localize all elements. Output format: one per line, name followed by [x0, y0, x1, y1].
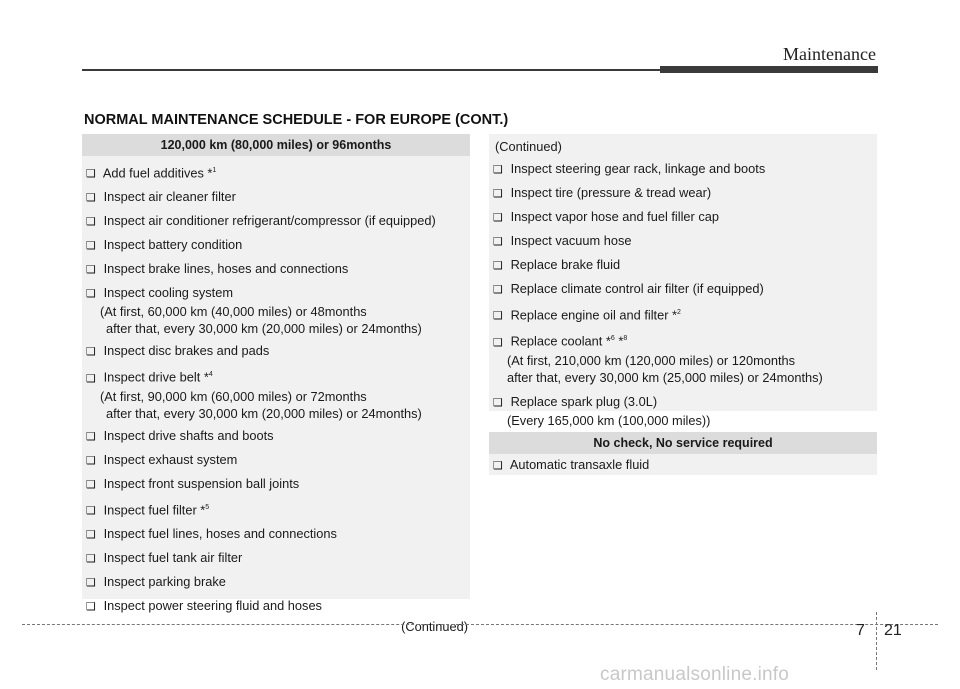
- list-item: ❑ Inspect tire (pressure & tread wear): [489, 184, 877, 203]
- header-bar: [660, 66, 878, 73]
- checkbox-icon: ❑: [86, 168, 96, 181]
- panel-heading: No check, No service required: [489, 432, 877, 454]
- checkbox-icon: ❑: [86, 372, 96, 385]
- schedule-panel-continued: [489, 134, 877, 428]
- checkbox-icon: ❑: [493, 164, 503, 176]
- item-note: (At first, 210,000 km (120,000 miles) or 120months: [507, 352, 796, 368]
- footer-divider: [876, 612, 877, 670]
- list-item: ❑ Inspect battery condition: [82, 236, 470, 255]
- list-item: ❑ Inspect front suspension ball joints: [82, 475, 470, 494]
- continued-note: (Continued): [401, 618, 468, 634]
- checkbox-icon: ❑: [86, 504, 96, 517]
- item-note: (At first, 60,000 km (40,000 miles) or 48months: [100, 304, 367, 320]
- list-item: ❑ Inspect drive shafts and boots: [82, 427, 470, 446]
- list-item: ❑ Inspect fuel lines, hoses and connections: [82, 525, 470, 544]
- checkbox-icon: ❑: [493, 212, 503, 224]
- list-item: ❑ Inspect power steering fluid and hoses: [82, 597, 470, 616]
- list-item: ❑ Inspect exhaust system: [82, 451, 470, 470]
- checkbox-icon: ❑: [86, 264, 96, 277]
- item-note: after that, every 30,000 km (20,000 miles) or 24months): [106, 405, 422, 421]
- list-item: ❑ Replace engine oil and filter *$^2$: [489, 304, 877, 325]
- list-item: ❑ Replace climate control air filter (if equipped): [489, 280, 877, 299]
- checkbox-icon: ❑: [86, 528, 96, 541]
- list-item: ❑ Inspect disc brakes and pads: [82, 342, 470, 361]
- checkbox-icon: ❑: [86, 576, 96, 589]
- checkbox-icon: ❑: [86, 288, 96, 301]
- section-title: NORMAL MAINTENANCE SCHEDULE - FOR EUROPE (CONT.): [84, 112, 509, 128]
- checkbox-icon: ❑: [493, 336, 503, 349]
- item-note: (At first, 90,000 km (60,000 miles) or 72months: [100, 388, 367, 404]
- checkbox-icon: ❑: [493, 284, 503, 296]
- schedule-panel-120000km: [82, 134, 470, 634]
- item-note: after that, every 30,000 km (25,000 miles) or 24months): [507, 369, 823, 385]
- list-item: ❑ Add fuel additives *$^1$: [82, 162, 470, 183]
- item-note: after that, every 30,000 km (20,000 miles) or 24months): [106, 321, 422, 337]
- checkbox-icon: ❑: [493, 396, 503, 409]
- list-item: ❑ Automatic transaxle fluid: [489, 456, 877, 475]
- list-item: ❑ Replace spark plug (3.0L) (Every 165,000 km (100,000 miles)): [489, 393, 877, 429]
- checkbox-icon: ❑: [86, 478, 96, 491]
- list-item: ❑ Replace coolant *$^6$ *$^8$ (At first, 210,000 km (120,000 miles) or 120months after that, every 30,000 km (25,000 miles) or 24months): [489, 330, 877, 385]
- item-note: (Every 165,000 km (100,000 miles)): [507, 412, 711, 428]
- checkbox-icon: ❑: [86, 346, 96, 359]
- list-item: ❑ Inspect vacuum hose: [489, 232, 877, 251]
- page-header-title: Maintenance: [783, 44, 876, 64]
- checkbox-icon: ❑: [86, 240, 96, 253]
- list-item: ❑ Inspect vapor hose and fuel filler cap: [489, 208, 877, 227]
- checkbox-icon: ❑: [493, 460, 503, 472]
- list-item: ❑ Inspect parking brake: [82, 573, 470, 592]
- panel-heading: 120,000 km (80,000 miles) or 96months: [82, 134, 470, 156]
- list-item: ❑ Inspect drive belt *$^4$ (At first, 90,000 km (60,000 miles) or 72months after that, every 30,000 km (20,000 miles) or 24months): [82, 366, 470, 421]
- list-item: ❑ Replace brake fluid: [489, 256, 877, 275]
- checkbox-icon: ❑: [86, 192, 96, 205]
- list-item: ❑ Inspect fuel tank air filter: [82, 549, 470, 568]
- list-item: ❑ Inspect fuel filter *$^5$: [82, 499, 470, 520]
- checkbox-icon: ❑: [86, 430, 96, 443]
- continued-note: (Continued): [495, 139, 562, 154]
- checkbox-icon: ❑: [86, 216, 96, 229]
- list-item: ❑ Inspect air conditioner refrigerant/compressor (if equipped): [82, 212, 470, 231]
- page-number: 21: [884, 622, 902, 639]
- checkbox-icon: ❑: [86, 454, 96, 467]
- list-item: ❑ Inspect steering gear rack, linkage and boots: [489, 160, 877, 179]
- header-rule: [82, 69, 660, 71]
- list-item: ❑ Inspect brake lines, hoses and connections: [82, 260, 470, 279]
- no-check-panel: [489, 432, 877, 475]
- checkbox-icon: ❑: [493, 236, 503, 248]
- checkbox-icon: ❑: [493, 310, 503, 323]
- list-item: ❑ Inspect air cleaner filter: [82, 188, 470, 207]
- watermark: carmanualsonline.info: [600, 664, 790, 685]
- checkbox-icon: ❑: [493, 188, 503, 200]
- footer-rule: [22, 624, 938, 625]
- chapter-number: 7: [856, 622, 865, 639]
- checkbox-icon: ❑: [86, 552, 96, 565]
- checkbox-icon: ❑: [86, 600, 96, 613]
- checkbox-icon: ❑: [493, 260, 503, 272]
- list-item: ❑ Inspect cooling system (At first, 60,000 km (40,000 miles) or 48months after that, every 30,000 km (20,000 miles) or 24months): [82, 284, 470, 337]
